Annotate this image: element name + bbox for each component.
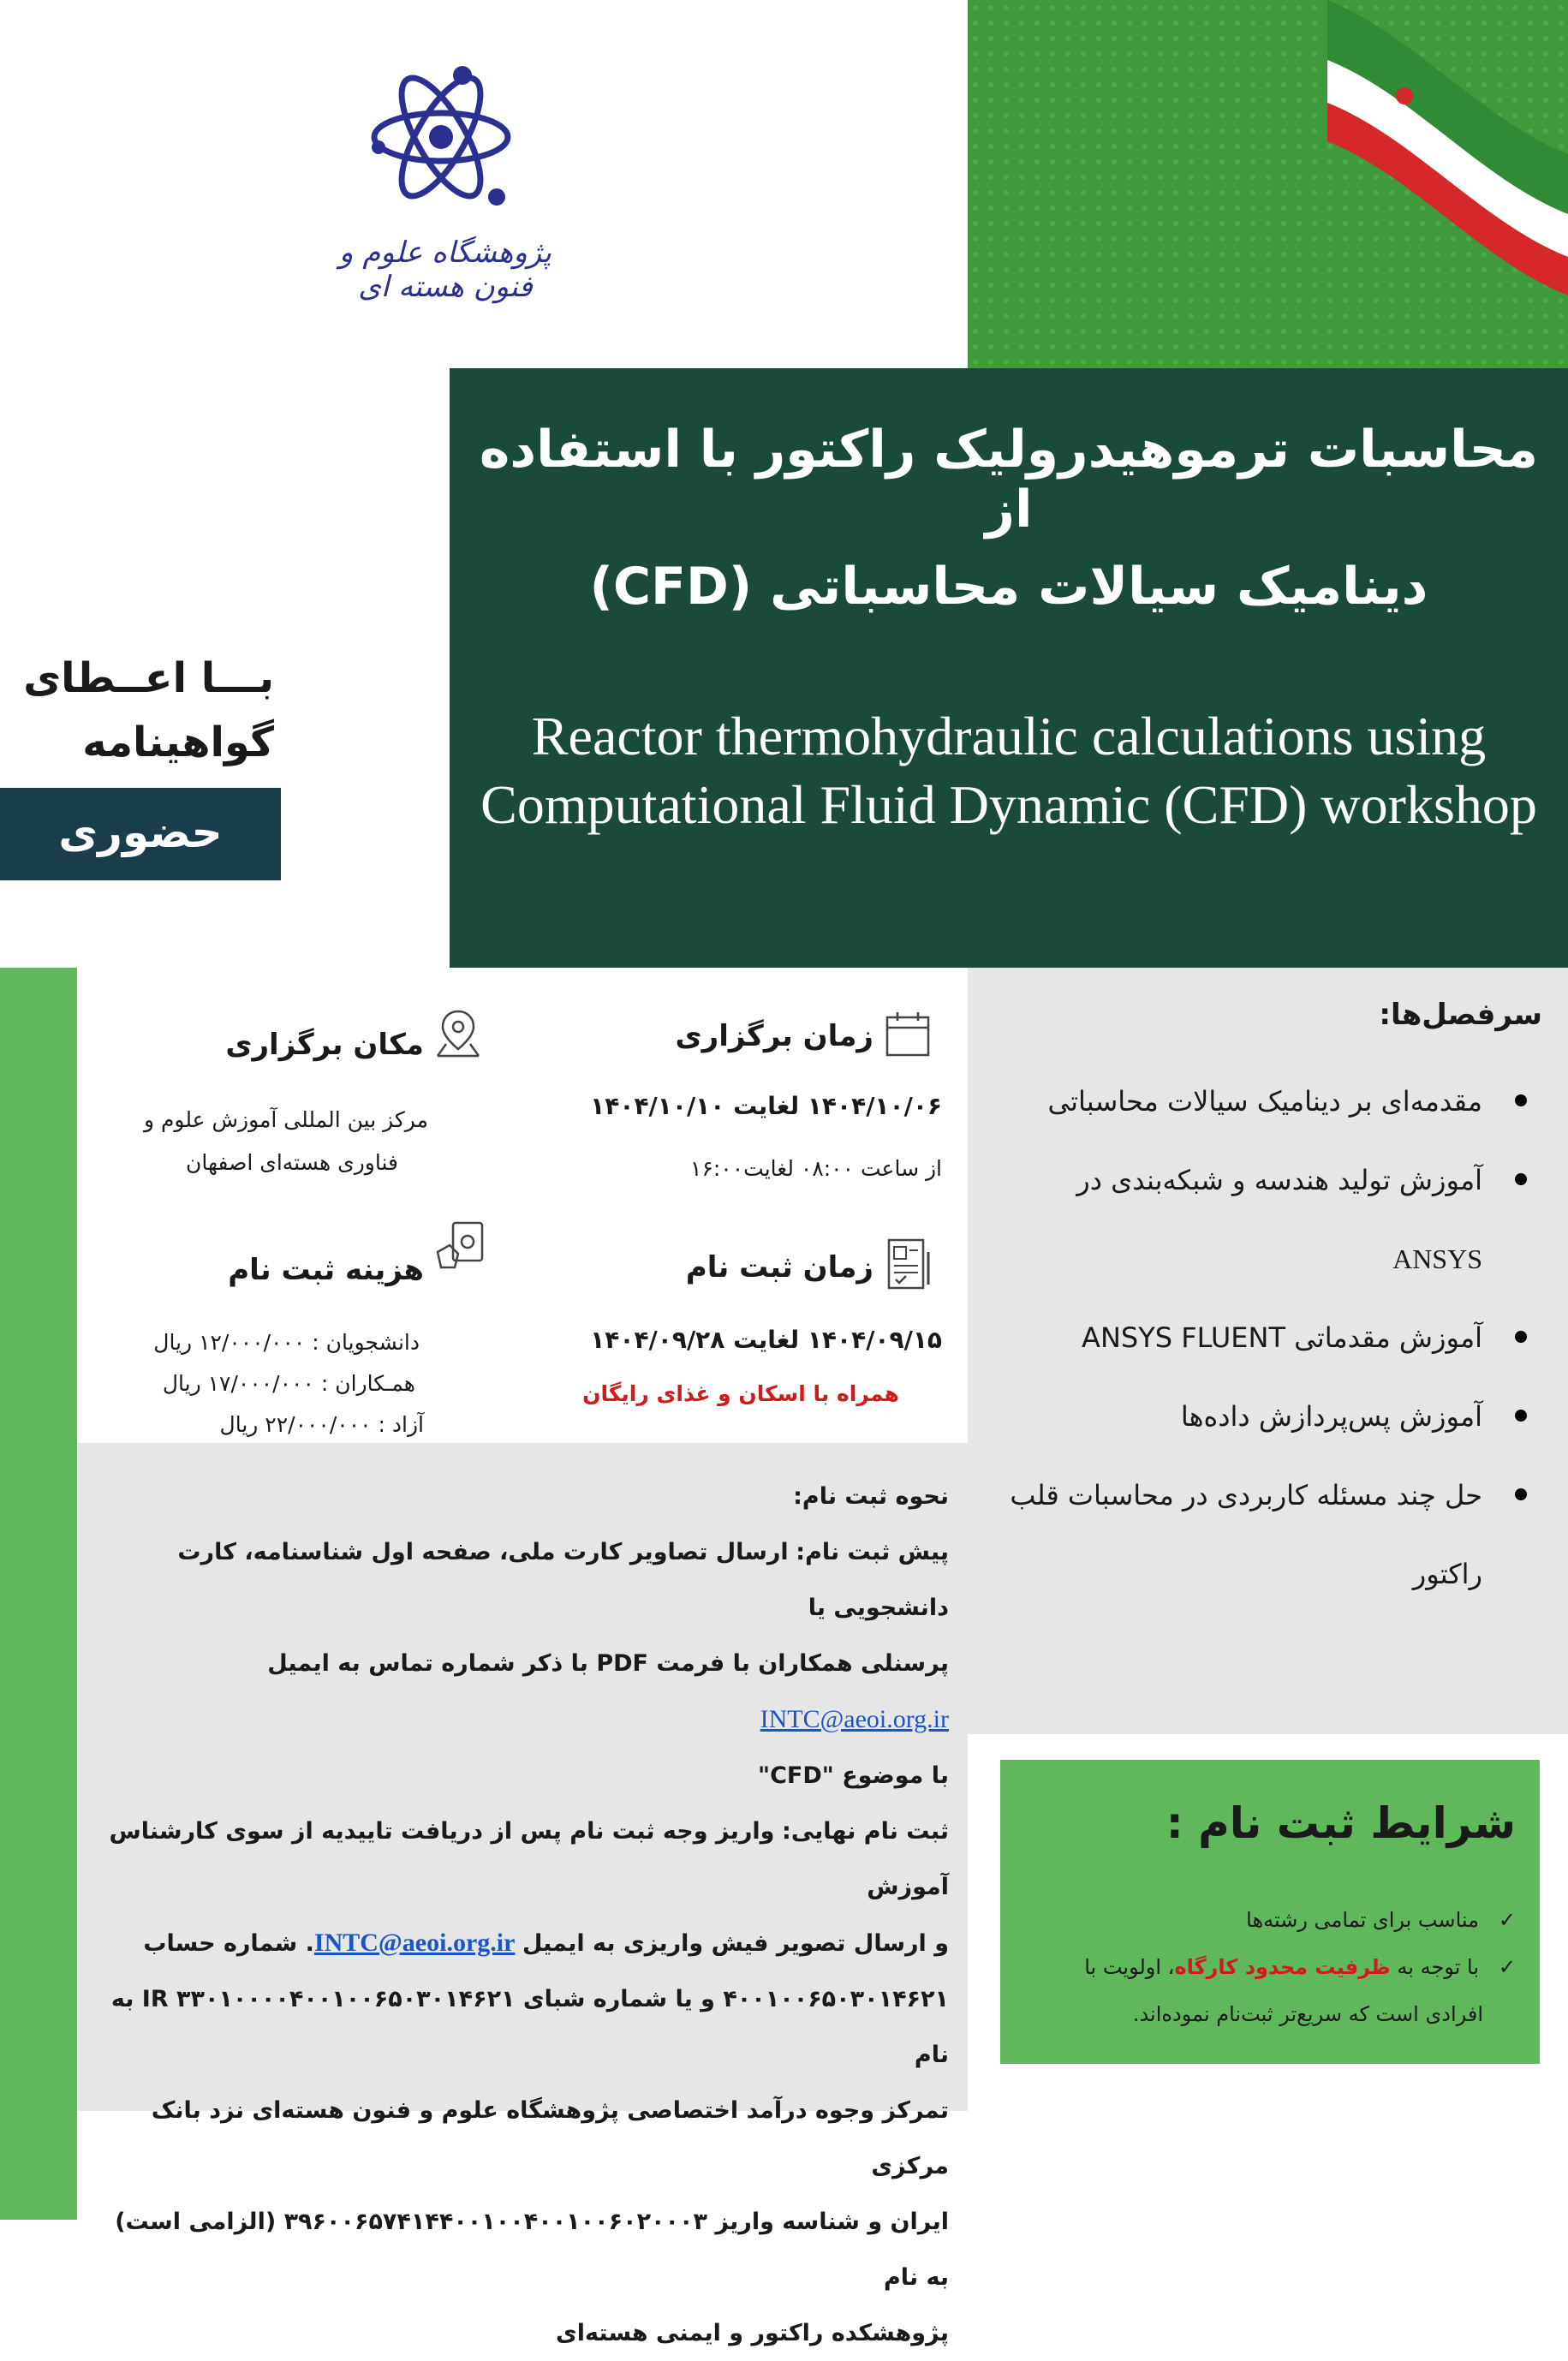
info-box (77, 968, 968, 1443)
org-name: پژوهشگاه علوم و فنون هسته ای (338, 236, 552, 304)
final-text2b: . شماره حساب (143, 1930, 314, 1957)
syllabus-item: حل چند مسئله کاربردی در محاسبات قلب (994, 1456, 1542, 1535)
badge-line2: گواهینامه (82, 718, 274, 766)
fee-students: دانشجویان : ۱۲/۰۰۰/۰۰۰ ریال (153, 1330, 420, 1355)
calendar-icon (882, 1009, 933, 1060)
bullet-icon (1515, 1410, 1527, 1422)
condition-item-cont: افرادی است که سریع‌تر ثبت‌نام نموده‌اند. (1132, 2002, 1483, 2026)
email-link-1[interactable]: INTC@aeoi.org.ir (760, 1705, 949, 1733)
final-text4: تمرکز وجوه درآمد اختصاصی پژوهشگاه علوم و فنون هسته‌ای نزد بانک مرکزی (151, 2097, 949, 2179)
title-fa-line1: محاسبات ترموهیدرولیک راکتور با استفاده از (479, 420, 1539, 540)
final-text2a: و ارسال تصویر فیش واریزی به ایمیل (522, 1930, 949, 1957)
check-icon: ✓ (1498, 1955, 1516, 1979)
title-en-line1: Reactor thermohydraulic calculations using (531, 706, 1487, 766)
syllabus-item: مقدمه‌ای بر دینامیک سیالات محاسباتی (994, 1062, 1542, 1141)
venue-line1: مرکز بین المللی آموزش علوم و (143, 1107, 428, 1132)
email-link-2[interactable]: INTC@aeoi.org.ir (313, 1929, 516, 1957)
bullet-icon (1515, 1173, 1527, 1185)
registration-label: زمان ثبت نام (685, 1250, 873, 1285)
pre-text1: ارسال تصاویر کارت ملی، صفحه اول شناسنامه، کارت دانشجویی یا (177, 1539, 949, 1621)
schedule-hours: از ساعت ۰۸:۰۰ لغایت۱۶:۰۰ (690, 1156, 942, 1181)
syllabus-item: آموزش پس‌پردازش داده‌ها (994, 1377, 1542, 1456)
venue-label: مکان برگزاری (225, 1028, 424, 1062)
final-text5: ایران و شناسه واریز ۳۹۶۰۰۶۵۷۴۱۴۴۰۰۱۰۰۴۰۰۱۰۰۶۰۲۰۰۰۳ (الزامی است) به نام (115, 2209, 949, 2291)
title-panel (450, 368, 1568, 968)
schedule-label: زمان برگزاری (675, 1019, 873, 1053)
syllabus-item: آموزش مقدماتی ANSYS FLUENT (994, 1298, 1542, 1377)
syllabus-item-cont: ANSYS (1392, 1243, 1482, 1274)
condition-item: ✓ با توجه به ظرفیت محدود کارگاه، اولویت با (1084, 1955, 1516, 1979)
syllabus-item: آموزش تولید هندسه و شبکه‌بندی در (994, 1141, 1542, 1219)
schedule-dates: ۱۴۰۴/۱۰/۰۶ لغایت ۱۴۰۴/۱۰/۱۰ (590, 1092, 942, 1120)
form-icon (882, 1235, 933, 1295)
atom-logo-icon (368, 51, 514, 223)
bullet-icon (1515, 1488, 1527, 1500)
fee-free: آزاد : ۲۲/۰۰۰/۰۰۰ ریال (219, 1412, 424, 1437)
syllabus-item-cont: راکتور (1412, 1558, 1482, 1590)
bullet-icon (1515, 1331, 1527, 1343)
check-icon: ✓ (1498, 1908, 1516, 1932)
final-text3: ۴۰۰۱۰۰۶۵۰۳۰۱۴۶۲۱ و یا شماره شبای IR ۳۳۰۱۰۰۰۰۴۰۰۱۰۰۶۵۰۳۰۱۴۶۲۱ به نام (110, 1986, 949, 2068)
final-text1: واریز وجه ثبت نام پس از دریافت تاییدیه از سوی کارشناس آموزش (109, 1818, 949, 1900)
registration-note: همراه با اسکان و غذای رایگان (582, 1381, 899, 1406)
conditions-box (1000, 1760, 1540, 2064)
final-label: ثبت نام نهایی: (782, 1818, 949, 1845)
certificate-badge (17, 647, 274, 775)
conditions-label: شرایط ثبت نام : (1166, 1798, 1516, 1848)
bullet-icon (1515, 1094, 1527, 1106)
iran-flag-icon (968, 0, 1568, 368)
fee-label: هزینه ثبت نام (228, 1253, 424, 1287)
syllabus-label: سرفصل‌ها: (1379, 998, 1542, 1032)
fee-colleagues: همـکاران : ۱۷/۰۰۰/۰۰۰ ریال (162, 1371, 415, 1396)
left-green-strip (0, 968, 77, 2220)
capacity-highlight: ظرفیت محدود کارگاه (1174, 1955, 1391, 1979)
condition-item: ✓ مناسب برای تمامی رشته‌ها (1246, 1908, 1516, 1932)
money-hand-icon (432, 1216, 492, 1276)
pre-text3: با موضوع "CFD" (758, 1762, 949, 1789)
syllabus-box (968, 968, 1568, 1734)
registration-dates: ۱۴۰۴/۰۹/۱۵ لغایت ۱۴۰۴/۰۹/۲۸ (590, 1326, 942, 1354)
flag-banner (968, 0, 1568, 368)
map-pin-icon (432, 1006, 484, 1061)
final-text6: پژوهشکده راکتور و ایمنی هسته‌ای (556, 2320, 949, 2346)
pre-label: پیش ثبت نام: (796, 1539, 949, 1565)
in-person-badge: حضوری (0, 788, 281, 880)
venue-line2: فناوری هسته‌ای اصفهان (186, 1150, 398, 1175)
badge-line1: بـــا اعــطای (23, 654, 274, 702)
title-fa-line2: دینامیک سیالات محاسباتی (CFD) (589, 557, 1428, 617)
howto-box (77, 1443, 968, 2346)
pre-text2: پرسنلی همکاران با فرمت PDF با ذکر شماره تماس به ایمیل (267, 1650, 949, 1677)
howto-label: نحوه ثبت نام: (793, 1483, 949, 1510)
title-en-line2: Computational Fluid Dynamic (CFD) workshop (480, 774, 1537, 835)
logo-area (0, 0, 968, 368)
